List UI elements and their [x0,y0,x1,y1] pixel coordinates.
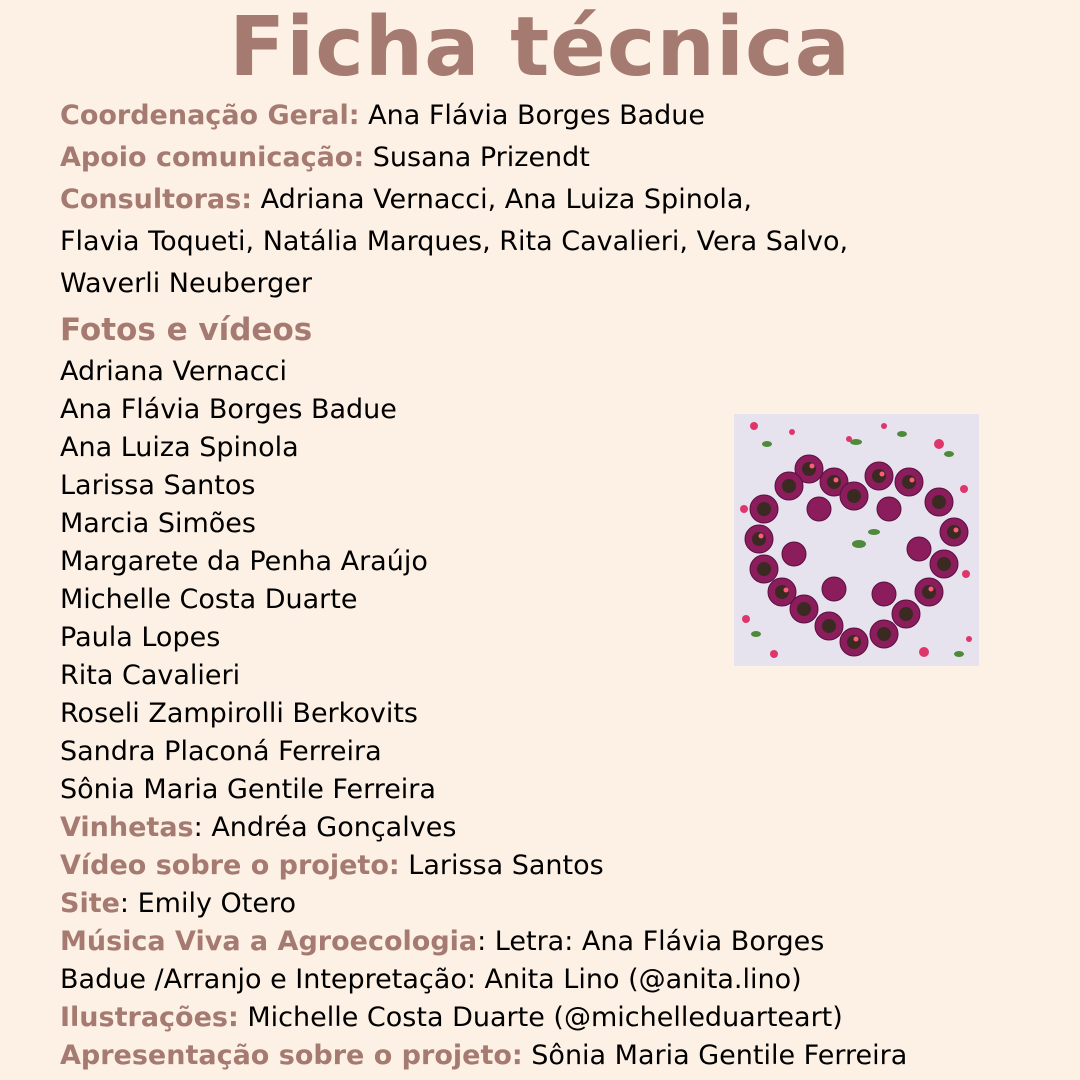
heart-flowers-image [734,414,979,666]
credit-label: Vinhetas [60,812,194,843]
credit-label: Site [60,888,120,919]
credit-video [60,847,1040,885]
list-item: Ana Flávia Borges Badue [60,394,397,425]
credit-value: : Letra: Ana Flávia Borges [477,926,825,957]
list-item: Adriana Vernacci [60,356,287,387]
heart-flowers-photo [734,414,979,666]
credit-vinhetas [60,809,1040,847]
credit-musica-cont: Badue /Arranjo e Intepretação: Anita Lino (@anita.lino) [60,964,802,995]
credit-label: Apoio comunicação: [60,142,365,173]
credit-value: Susana Prizendt [364,142,590,173]
credit-value: Sônia Maria Gentile Ferreira [522,1040,908,1071]
section-heading-fotos: Fotos e vídeos [60,312,313,348]
credit-ilustracoes [60,999,1040,1037]
credit-site [60,885,1040,923]
credit-label: Ilustrações: [60,1002,239,1033]
credit-musica [60,923,1040,961]
credit-label: Apresentação sobre o projeto: [60,1040,523,1071]
credit-consultoras-cont: Flavia Toqueti, Natália Marques, Rita Cavalieri, Vera Salvo, [60,226,849,257]
credit-label: Coordenação Geral: [60,100,360,131]
list-item: Larissa Santos [60,470,256,501]
credit-apresentacao [60,1037,1040,1075]
list-item: Roseli Zampirolli Berkovits [60,698,418,729]
list-item: Ana Luiza Spinola [60,432,299,463]
credit-label: Consultoras: [60,184,252,215]
list-item: Paula Lopes [60,622,221,653]
credit-coordenacao [60,95,1040,137]
list-item: Marcia Simões [60,508,256,539]
credit-consultoras-cont: Waverli Neuberger [60,268,312,299]
credit-value: : Andréa Gonçalves [193,812,457,843]
credit-value: Michelle Costa Duarte (@michelleduarteart) [238,1002,843,1033]
credits-lower [60,809,1040,1075]
credit-apoio [60,137,1040,179]
list-item: Margarete da Penha Araújo [60,546,428,577]
credit-value: Adriana Vernacci, Ana Luiza Spinola, [252,184,752,215]
credit-value: : Emily Otero [119,888,297,919]
list-item: Sônia Maria Gentile Ferreira [60,774,436,805]
credit-consultoras [60,179,1040,221]
list-item: Sandra Placoná Ferreira [60,736,382,767]
list-item: Michelle Costa Duarte [60,584,358,615]
list-item: Rita Cavalieri [60,660,241,691]
credit-label: Vídeo sobre o projeto: [60,850,400,881]
credit-value: Larissa Santos [399,850,604,881]
credit-value: Ana Flávia Borges Badue [359,100,706,131]
credit-label: Música Viva a Agroecologia [60,926,478,957]
page-title: Ficha técnica [229,0,851,95]
